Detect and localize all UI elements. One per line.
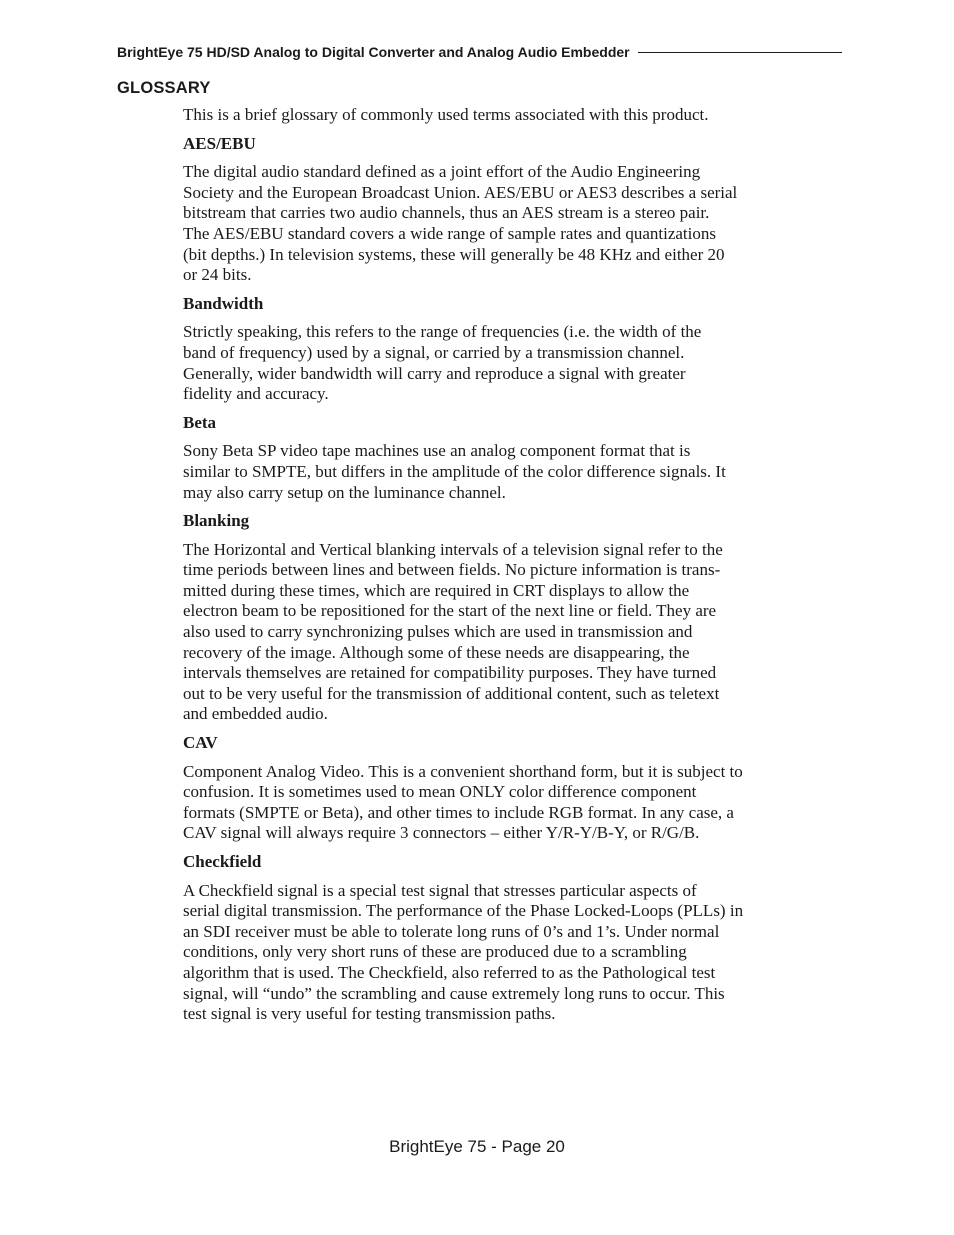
definition-line: fidelity and accuracy.: [183, 384, 329, 404]
definition-line: The Horizontal and Vertical blanking intervals of a television signal refer to the: [183, 539, 723, 559]
glossary-definition: [183, 162, 843, 286]
glossary-entries: [183, 134, 843, 1025]
definition-line: time periods between lines and between fields. No picture information is trans-: [183, 560, 721, 580]
definition-line: recovery of the image. Although some of these needs are disappearing, the: [183, 642, 690, 662]
definition-line: A Checkfield signal is a special test signal that stresses particular aspects of: [183, 880, 697, 900]
definition-line: or 24 bits.: [183, 265, 252, 285]
definition-line: (bit depths.) In television systems, these will generally be 48 KHz and either 20: [183, 244, 725, 264]
glossary-content: [183, 105, 843, 1033]
glossary-intro: This is a brief glossary of commonly used terms associated with this product.: [183, 105, 709, 124]
definition-line: Strictly speaking, this refers to the range of frequencies (i.e. the width of the: [183, 322, 702, 342]
glossary-term: Blanking: [183, 511, 250, 531]
glossary-definition: [183, 441, 843, 503]
page-footer: BrightEye 75 - Page 20: [389, 1137, 565, 1156]
glossary-term: Bandwidth: [183, 293, 264, 313]
definition-line: Component Analog Video. This is a convenient shorthand form, but it is subject to: [183, 761, 743, 781]
definition-line: The AES/EBU standard covers a wide range of sample rates and quantizations: [183, 223, 716, 243]
definition-line: an SDI receiver must be able to tolerate long runs of 0’s and 1’s. Under normal: [183, 921, 720, 941]
definition-line: formats (SMPTE or Beta), and other times to include RGB format. In any case, a: [183, 802, 734, 822]
definition-line: test signal is very useful for testing transmission paths.: [183, 1004, 556, 1024]
glossary-term: Checkfield: [183, 852, 262, 871]
definition-line: bitstream that carries two audio channels, thus an AES stream is a stereo pair.: [183, 203, 710, 223]
definition-line: The digital audio standard defined as a joint effort of the Audio Engineering: [183, 162, 701, 182]
definition-line: Society and the European Broadcast Union. AES/EBU or AES3 describes a serial: [183, 182, 738, 202]
definition-line: serial digital transmission. The performance of the Phase Locked-Loops (PLLs) in: [183, 901, 744, 921]
definition-line: may also carry setup on the luminance channel.: [183, 482, 506, 502]
definition-line: similar to SMPTE, but differs in the amplitude of the color difference signals. It: [183, 461, 726, 481]
definition-line: and embedded audio.: [183, 704, 328, 724]
definition-line: CAV signal will always require 3 connectors – either Y/R-Y/B-Y, or R/G/B.: [183, 823, 700, 843]
definition-line: confusion. It is sometimes used to mean ONLY color difference component: [183, 782, 697, 802]
definition-line: Sony Beta SP video tape machines use an analog component format that is: [183, 441, 691, 461]
glossary-term: AES/EBU: [183, 133, 256, 153]
section-heading: GLOSSARY: [117, 79, 211, 97]
definition-line: mitted during these times, which are required in CRT displays to allow the: [183, 580, 690, 600]
definition-line: algorithm that is used. The Checkfield, also referred to as the Pathological test: [183, 962, 716, 982]
header-rule: [638, 52, 842, 53]
definition-line: band of frequency) used by a signal, or carried by a transmission channel.: [183, 342, 685, 362]
glossary-definition: [183, 762, 843, 844]
glossary-definition: [183, 540, 843, 725]
definition-line: conditions, only very short runs of these are produced due to a scrambling: [183, 942, 687, 962]
definition-line: signal, will “undo” the scrambling and cause extremely long runs to occur. This: [183, 983, 725, 1003]
running-header: [117, 42, 842, 62]
definition-line: electron beam to be repositioned for the start of the next line or field. They are: [183, 601, 717, 621]
glossary-term: CAV: [183, 733, 218, 753]
glossary-term: Beta: [183, 412, 217, 432]
document-title: BrightEye 75 HD/SD Analog to Digital Converter and Analog Audio Embedder: [117, 44, 630, 60]
definition-line: also used to carry synchronizing pulses which are used in transmission and: [183, 622, 693, 642]
glossary-definition: [183, 881, 843, 1025]
definition-line: Generally, wider bandwidth will carry and reproduce a signal with greater: [183, 363, 686, 383]
definition-line: intervals themselves are retained for compatibility purposes. They have turned: [183, 663, 717, 683]
definition-line: out to be very useful for the transmission of additional content, such as teletext: [183, 683, 720, 703]
glossary-definition: [183, 322, 843, 404]
